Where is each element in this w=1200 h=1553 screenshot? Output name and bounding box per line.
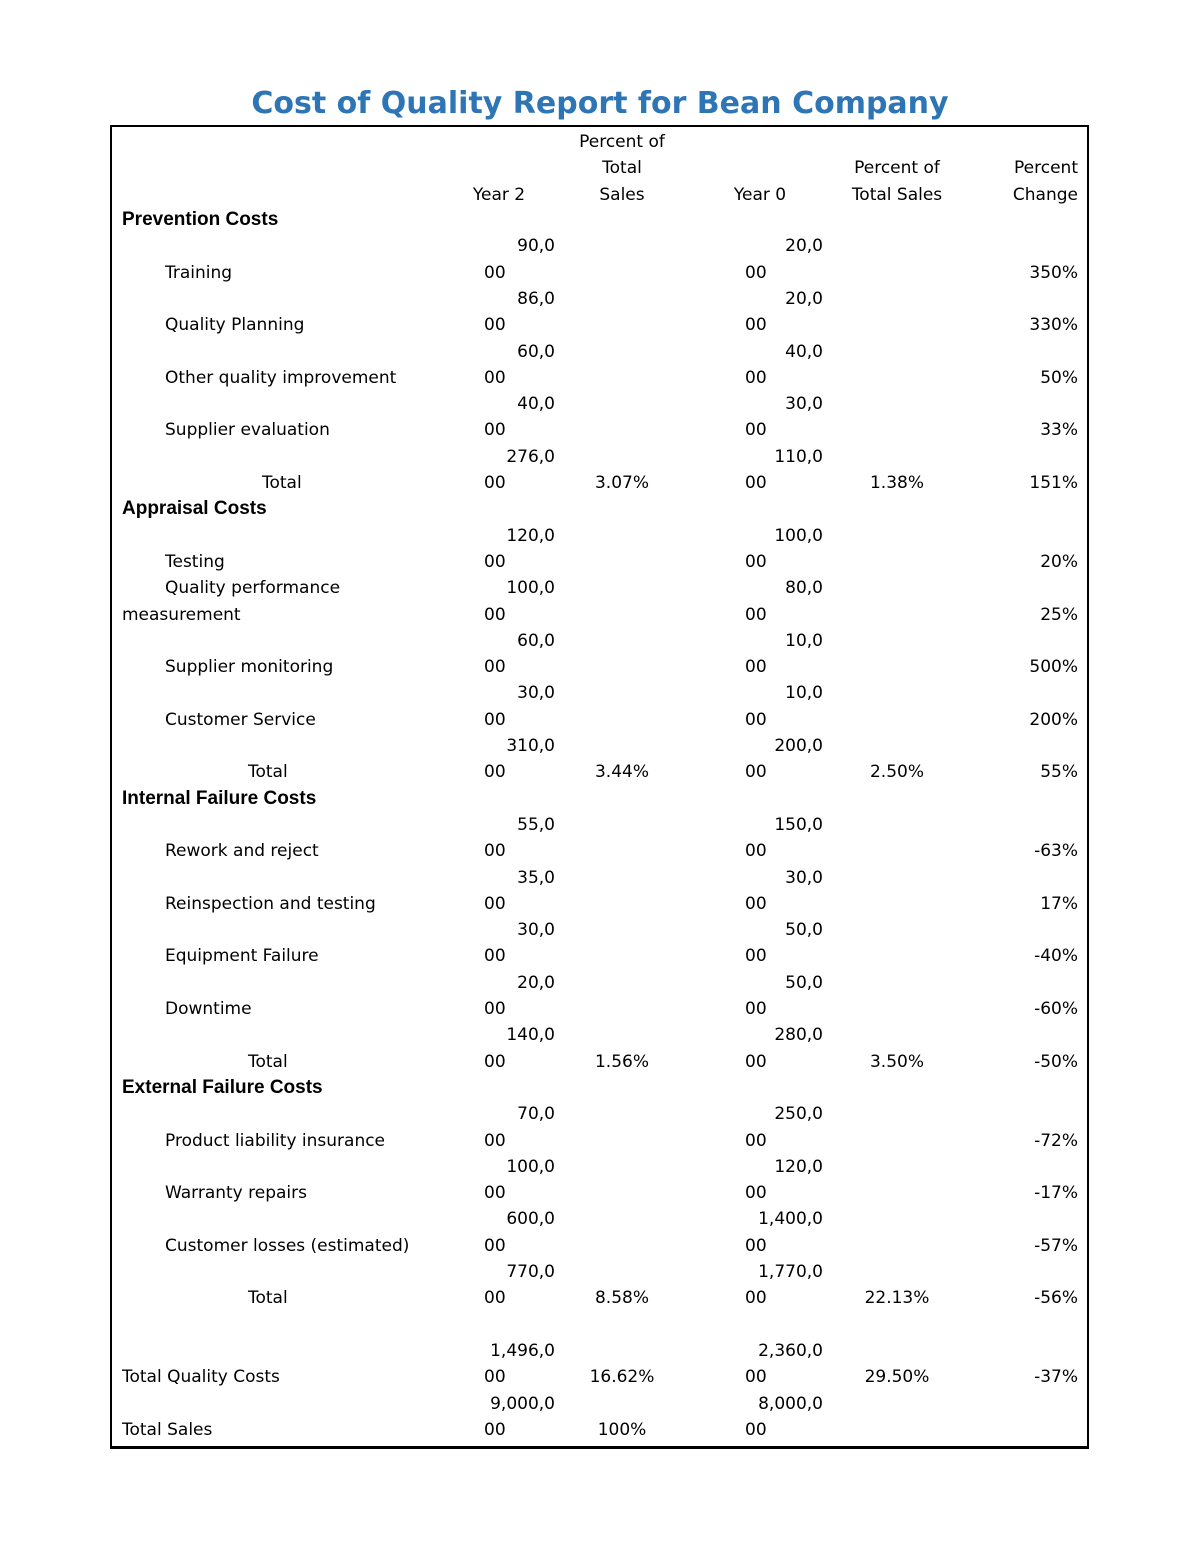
percent-change: -40%: [1034, 946, 1078, 967]
year2-amount: 00: [484, 1183, 506, 1204]
row-label: Supplier evaluation: [165, 420, 330, 441]
year2-amount: 00: [484, 762, 506, 783]
percent-change: 20%: [1040, 551, 1078, 572]
year2-amount: 600,0: [506, 1209, 555, 1230]
percent-change: 350%: [1029, 262, 1078, 283]
total-label: Total: [262, 473, 302, 493]
year2-amount: 00: [484, 315, 506, 336]
percent-change: 151%: [1029, 473, 1078, 493]
year2-amount: 120,0: [506, 525, 555, 546]
percent-change: 25%: [1040, 604, 1078, 625]
year0-amount: 00: [745, 262, 767, 283]
year2-amount: 00: [484, 473, 506, 493]
section-heading: Appraisal Costs: [122, 498, 267, 520]
header-pct-year2: Sales: [599, 185, 645, 205]
year0-percent: 22.13%: [864, 1288, 930, 1309]
year0-amount: 00: [745, 367, 767, 388]
row-label: Product liability insurance: [165, 1130, 386, 1151]
section-heading: External Failure Costs: [122, 1076, 323, 1098]
row-label: Supplier monitoring: [165, 657, 334, 678]
year2-amount: 55,0: [517, 814, 555, 835]
year0-amount: 110,0: [774, 446, 823, 467]
year0-amount: 8,000,0: [758, 1393, 823, 1414]
row-label: Reinspection and testing: [165, 893, 376, 914]
year2-amount: 70,0: [517, 1104, 555, 1125]
total-label: Total: [248, 1288, 288, 1309]
year0-amount: 10,0: [785, 683, 823, 704]
percent-change: -37%: [1034, 1367, 1078, 1388]
section-heading: Internal Failure Costs: [122, 787, 317, 809]
header-year0: Year 0: [733, 185, 787, 205]
year0-amount: 250,0: [774, 1104, 823, 1125]
percent-change: 200%: [1029, 709, 1078, 730]
row-label: Customer Service: [165, 709, 316, 730]
percent-change: 500%: [1029, 657, 1078, 678]
year2-amount: 00: [484, 367, 506, 388]
percent-change: -60%: [1034, 999, 1078, 1019]
year0-amount: 00: [745, 709, 767, 730]
year2-amount: 00: [484, 1419, 506, 1440]
row-label: Equipment Failure: [165, 946, 319, 967]
year0-percent: 2.50%: [869, 762, 924, 783]
year2-amount: 60,0: [517, 341, 555, 362]
row-label: Rework and reject: [165, 841, 319, 862]
year0-amount: 00: [745, 999, 767, 1019]
year0-amount: 00: [745, 1419, 767, 1440]
header-pct-year0: Total Sales: [851, 185, 943, 205]
year2-percent: 3.44%: [594, 762, 649, 783]
year0-amount: 100,0: [774, 525, 823, 546]
grand-total-label: Total Sales: [122, 1419, 213, 1440]
year2-amount: 00: [484, 999, 506, 1019]
year2-amount: 00: [484, 1367, 506, 1388]
year2-amount: 770,0: [506, 1262, 555, 1282]
year2-amount: 00: [484, 420, 506, 441]
report-table: [110, 125, 1089, 1449]
year2-amount: 30,0: [517, 683, 555, 704]
header-percent-change: Change: [1012, 185, 1078, 205]
header-year2: Year 2: [472, 185, 526, 205]
year0-amount: 280,0: [774, 1025, 823, 1046]
row-label: Downtime: [165, 999, 252, 1019]
year2-amount: 140,0: [506, 1025, 555, 1046]
year2-amount: 00: [484, 946, 506, 967]
year2-amount: 1,496,0: [490, 1340, 555, 1361]
percent-change: -72%: [1034, 1130, 1078, 1151]
year0-amount: 20,0: [785, 288, 823, 309]
year0-amount: 150,0: [774, 814, 823, 835]
year2-percent: 100%: [597, 1419, 647, 1440]
percent-change: 17%: [1040, 893, 1078, 914]
percent-change: 330%: [1029, 315, 1078, 336]
percent-change: -17%: [1034, 1183, 1078, 1204]
year0-amount: 00: [745, 1051, 767, 1072]
year0-amount: 40,0: [785, 341, 823, 362]
year0-amount: 30,0: [785, 867, 823, 888]
year0-amount: 30,0: [785, 394, 823, 415]
year2-amount: 90,0: [517, 236, 555, 257]
row-label: Quality Planning: [165, 315, 305, 336]
year0-amount: 120,0: [774, 1156, 823, 1177]
year0-amount: 00: [745, 551, 767, 572]
row-label: Other quality improvement: [165, 367, 397, 388]
year0-amount: 00: [745, 604, 767, 625]
year0-amount: 00: [745, 893, 767, 914]
year0-amount: 00: [745, 657, 767, 678]
header-pct-year2: Percent of: [579, 132, 665, 152]
total-label: Total: [248, 1051, 288, 1072]
percent-change: -56%: [1034, 1288, 1078, 1309]
percent-change: 55%: [1040, 762, 1078, 783]
percent-change: 33%: [1040, 420, 1078, 441]
year2-amount: 00: [484, 893, 506, 914]
year0-amount: 00: [745, 315, 767, 336]
year2-amount: 30,0: [517, 920, 555, 941]
year2-percent: 8.58%: [594, 1288, 649, 1309]
year2-amount: 00: [484, 604, 506, 625]
year2-amount: 86,0: [517, 288, 555, 309]
year0-amount: 2,360,0: [758, 1340, 823, 1361]
total-label: Total: [248, 762, 288, 783]
year0-amount: 80,0: [785, 578, 823, 599]
percent-change: -63%: [1034, 841, 1078, 862]
percent-change: -50%: [1034, 1051, 1078, 1072]
header-pct-year0: Percent of: [854, 158, 940, 178]
report-title: Cost of Quality Report for Bean Company: [251, 86, 949, 121]
year0-amount: 00: [745, 1367, 767, 1388]
grand-total-label: Total Quality Costs: [122, 1367, 280, 1388]
percent-change: 50%: [1040, 367, 1078, 388]
year2-amount: 20,0: [517, 972, 555, 993]
year2-amount: 100,0: [506, 578, 555, 599]
row-label: Training: [165, 262, 233, 283]
year0-amount: 1,770,0: [758, 1262, 823, 1282]
year2-amount: 100,0: [506, 1156, 555, 1177]
year2-amount: 00: [484, 841, 506, 862]
year2-amount: 00: [484, 262, 506, 283]
year0-amount: 00: [745, 473, 767, 493]
year2-amount: 276,0: [506, 446, 555, 467]
year2-amount: 310,0: [506, 736, 555, 756]
year2-amount: 00: [484, 1288, 506, 1309]
row-label: measurement: [122, 604, 241, 625]
year2-amount: 00: [484, 1051, 506, 1072]
year0-amount: 00: [745, 1288, 767, 1309]
year0-amount: 00: [745, 420, 767, 441]
year0-amount: 00: [745, 1183, 767, 1204]
year2-amount: 9,000,0: [490, 1393, 555, 1414]
year0-amount: 10,0: [785, 630, 823, 651]
year0-amount: 00: [745, 1130, 767, 1151]
year2-amount: 60,0: [517, 630, 555, 651]
year0-percent: 29.50%: [864, 1367, 930, 1388]
year2-percent: 1.56%: [594, 1051, 649, 1072]
percent-change: -57%: [1034, 1235, 1078, 1256]
year2-amount: 00: [484, 551, 506, 572]
year0-percent: 3.50%: [869, 1051, 924, 1072]
row-label: Quality performance: [165, 578, 341, 599]
header-percent-change: Percent: [1014, 158, 1078, 178]
section-heading: Prevention Costs: [122, 209, 279, 230]
year2-amount: 00: [484, 709, 506, 730]
year2-amount: 35,0: [517, 867, 555, 888]
year0-amount: 1,400,0: [758, 1209, 823, 1230]
year2-amount: 00: [484, 1130, 506, 1151]
year0-amount: 00: [745, 1235, 767, 1256]
header-pct-year2: Total: [602, 158, 642, 178]
row-label: Testing: [165, 551, 225, 572]
year0-amount: 50,0: [785, 920, 823, 941]
year0-amount: 200,0: [774, 736, 823, 756]
year0-percent: 1.38%: [869, 473, 924, 493]
year0-amount: 20,0: [785, 236, 823, 257]
year2-percent: 3.07%: [594, 473, 649, 493]
year0-amount: 00: [745, 762, 767, 783]
year2-amount: 40,0: [517, 394, 555, 415]
row-label: Warranty repairs: [165, 1183, 307, 1204]
year2-amount: 00: [484, 657, 506, 678]
year2-amount: 00: [484, 1235, 506, 1256]
row-label: Customer losses (estimated): [165, 1235, 410, 1256]
year0-amount: 00: [745, 946, 767, 967]
year2-percent: 16.62%: [589, 1367, 655, 1388]
year0-amount: 50,0: [785, 972, 823, 993]
year0-amount: 00: [745, 841, 767, 862]
